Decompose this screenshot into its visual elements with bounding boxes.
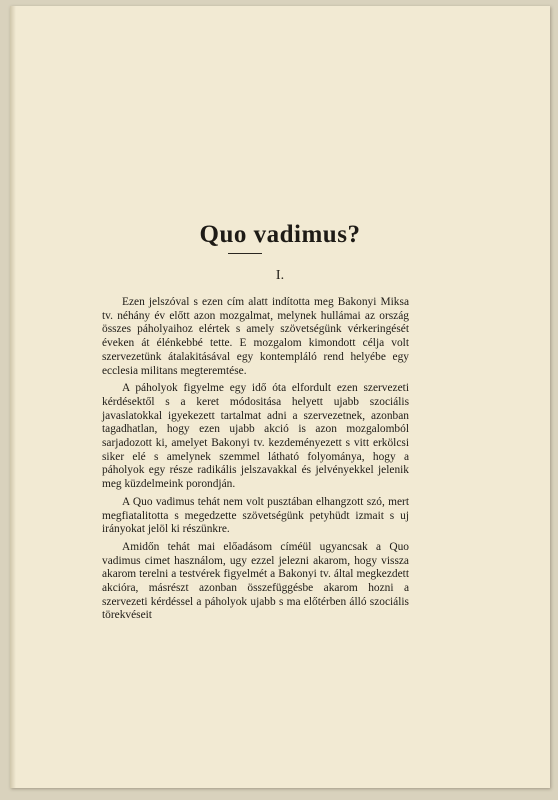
paragraph: A Quo vadimus tehát nem volt pusztában elhangzott szó, mert megfiatalitotta s megedzette szövetségünk petyhüdt izmait s uj irányokat jelöl ki részünkre. xyxy=(102,495,409,536)
document-page xyxy=(10,6,550,788)
body-text xyxy=(102,296,409,627)
section-number: I. xyxy=(275,268,285,283)
page-binding-edge xyxy=(10,6,16,788)
document-title: Quo vadimus? xyxy=(199,220,361,248)
paragraph: Ezen jelszóval s ezen cím alatt indította meg Bakonyi Miksa tv. néhány év előtt azon mozgalmat, melynek hullámai az ország összes páholyaihoz elértek s amely szövetségünk vérkeringését éveken át élénkebbé tette. E mozgalom kimondott célja volt szervezetünk átalakitásával egy kontempláló rend helyébe egy ecclesia militans megteremtése. xyxy=(102,296,409,377)
paragraph: A páholyok figyelme egy idő óta elfordult ezen szervezeti kérdésektől s a keret módositása helyett ujabb szociális javaslatokkal igyekezett tartalmat adni a szervezetnek, azonban tagadhatlan, hogy ezen ujabb akció is azon mozgalomból sarjadozott ki, amelyet Bakonyi tv. kezdeményezett s vitt erkölcsi siker elé s amelynek szemmel látható folyománya, hogy a páholyok egy része radikális jelszavakkal és jelvényekkel jelenik meg küzdelmeink porondján. xyxy=(102,382,409,491)
paragraph: Amidőn tehát mai előadásom címéül ugyancsak a Quo vadimus cimet használom, ugy ezzel jelezni akarom, hogy vissza akarom terelni a testvérek figyelmét a Bakonyi tv. által megkezdett akcióra, másrészt azonban összefüggésbe akarom hozni a szervezeti kérdéssel a páholyok ujabb s ma előtérben álló szociális törekvéseit xyxy=(102,540,409,622)
title-divider xyxy=(228,253,262,254)
